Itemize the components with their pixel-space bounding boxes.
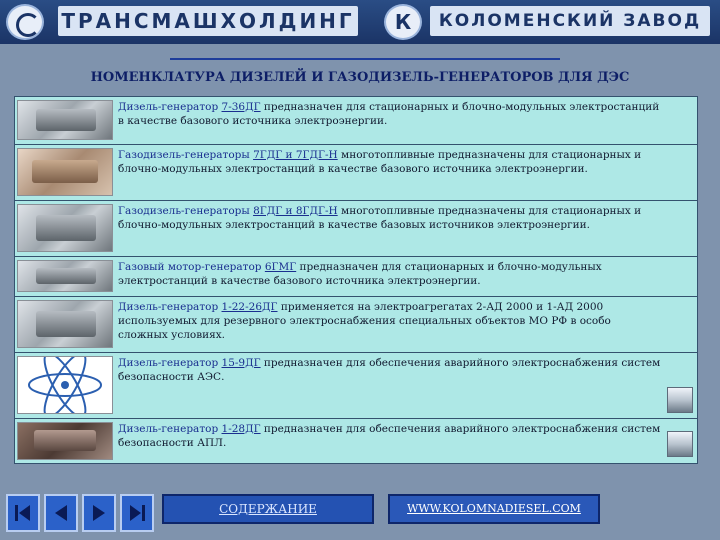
list-item (15, 201, 697, 257)
item-lead: Газодизель-генераторы (118, 205, 254, 217)
item-lead: Дизель-генератор (118, 423, 222, 435)
item-model-link[interactable]: 6ГМГ (264, 261, 297, 273)
last-slide-icon (127, 503, 147, 523)
engine-photo (17, 422, 113, 460)
website-link[interactable]: WWW.KOLOMNADIESEL.COM (388, 494, 600, 524)
transmashholding-logo: ТРАНСМАШХОЛДИНГ (58, 6, 358, 36)
first-slide-icon (13, 503, 33, 523)
title-divider (170, 58, 560, 60)
item-model-link[interactable]: 15-9ДГ (221, 357, 261, 369)
previous-slide-button[interactable] (44, 494, 78, 532)
list-item (15, 419, 697, 463)
item-description (118, 148, 663, 176)
header-banner (0, 0, 720, 44)
list-item (15, 297, 697, 353)
item-description (118, 260, 663, 288)
product-list (14, 96, 698, 464)
item-lead: Дизель-генератор (118, 357, 222, 369)
list-item (15, 257, 697, 297)
item-model-link[interactable]: 1-22-26ДГ (221, 301, 278, 313)
item-description (118, 422, 663, 450)
item-model-link[interactable]: 1-28ДГ (221, 423, 261, 435)
page-title: НОМЕНКЛАТУРА ДИЗЕЛЕЙ И ГАЗОДИЗЕЛЬ-ГЕНЕРАТОРОВ ДЛЯ ДЭС (90, 70, 630, 85)
item-lead: Газодизель-генераторы (118, 149, 254, 161)
item-description (118, 356, 663, 384)
submarine-photo (667, 431, 693, 457)
last-slide-button[interactable] (120, 494, 154, 532)
contents-button[interactable]: СОДЕРЖАНИЕ (162, 494, 374, 524)
engine-photo (17, 148, 113, 196)
first-slide-button[interactable] (6, 494, 40, 532)
engine-photo (17, 100, 113, 140)
item-lead: Дизель-генератор (118, 301, 222, 313)
kolomna-logo: КОЛОМЕНСКИЙ ЗАВОД (430, 6, 710, 36)
list-item (15, 353, 697, 419)
item-text: многотопливные предназначены для стационарных и блочно-модульных электростанций в качестве базового источника электроэнергии. (118, 149, 642, 175)
item-text: предназначен для стационарных и блочно-модульных электростанций в качестве базового источника электроэнергии. (118, 261, 602, 287)
item-lead: Газовый мотор-генератор (118, 261, 265, 273)
item-text: предназначен для обеспечения аварийного электроснабжения систем безопасности АПЛ. (118, 423, 661, 449)
item-model-link[interactable]: 7-36ДГ (221, 101, 261, 113)
item-text: многотопливные предназначены для стационарных и блочно-модульных электростанций в качестве базовых источников электроэнергии. (118, 205, 642, 231)
engine-photo (17, 300, 113, 348)
list-item (15, 97, 697, 145)
item-text: предназначен для стационарных и блочно-модульных электростанций в качестве базового источника электроэнергии. (118, 101, 660, 127)
transmashholding-emblem-icon (6, 4, 44, 40)
item-description (118, 300, 663, 342)
previous-slide-icon (51, 503, 71, 523)
item-description (118, 204, 663, 232)
item-description (118, 100, 663, 128)
item-text: предназначен для обеспечения аварийного электроснабжения систем безопасности АЭС. (118, 357, 661, 383)
item-model-link[interactable]: 7ГДГ и 7ГДГ-Н (253, 149, 338, 161)
list-item (15, 145, 697, 201)
engine-photo (17, 204, 113, 252)
atom-icon (17, 356, 113, 414)
power-plant-photo (667, 387, 693, 413)
next-slide-button[interactable] (82, 494, 116, 532)
kolomna-emblem-icon: К (384, 4, 422, 40)
next-slide-icon (89, 503, 109, 523)
item-text: применяется на электроагрегатах 2-АД 2000 и 1-АД 2000 используемых для резервного электроснабжения специальных объектов МО РФ в особо сложных условиях. (118, 301, 611, 341)
item-model-link[interactable]: 8ГДГ и 8ГДГ-Н (253, 205, 338, 217)
item-lead: Дизель-генератор (118, 101, 222, 113)
engine-photo (17, 260, 113, 292)
